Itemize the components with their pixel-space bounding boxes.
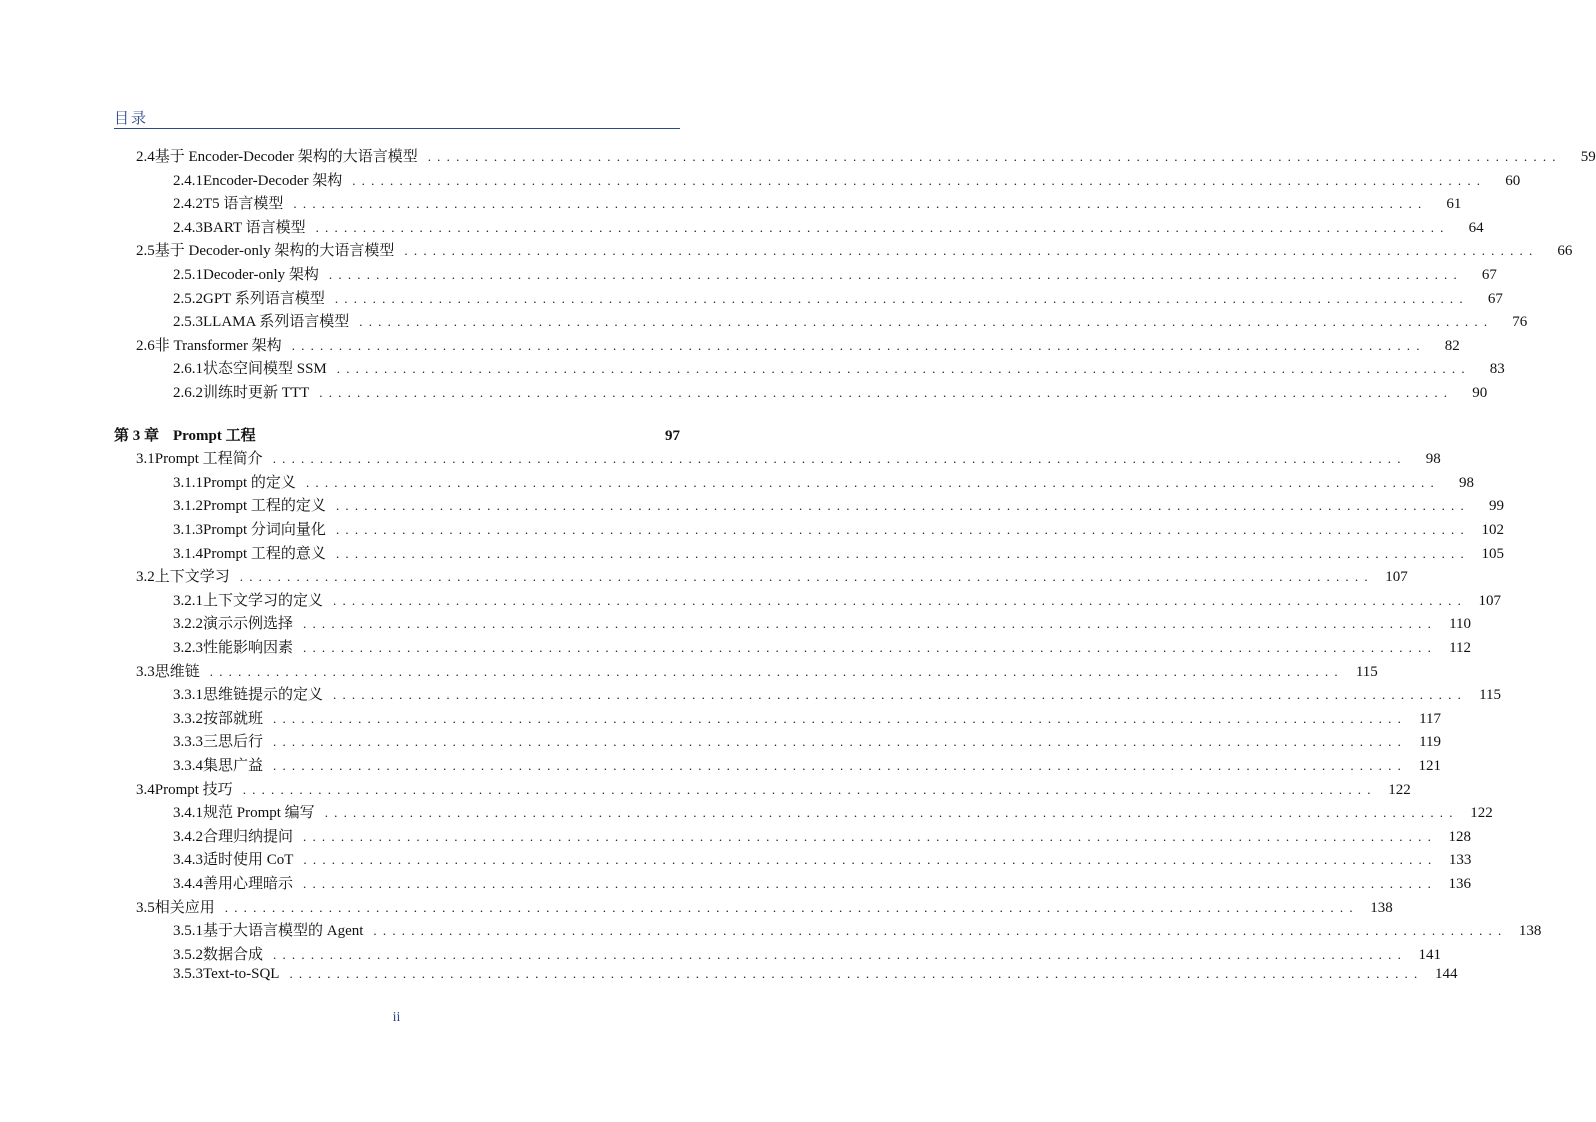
toc-entry-title: 基于 Encoder-Decoder 架构的大语言模型 — [154, 149, 418, 165]
toc-entry-number: 2.4.3 — [173, 219, 203, 236]
toc-entry-page: 98 — [1425, 451, 1441, 468]
toc-entry[interactable] — [173, 381, 1488, 403]
toc-entry-page: 133 — [1448, 852, 1472, 869]
toc-entry-page: 66 — [1557, 243, 1573, 260]
toc-entry-number: 2.6.1 — [173, 361, 203, 378]
toc-entry-title: 基于大语言模型的 Agent — [203, 923, 364, 940]
toc-entry-page: 122 — [1388, 781, 1411, 798]
toc-entry-number: 3.4 — [136, 781, 155, 798]
toc-entry-number: 3.2 — [136, 569, 155, 586]
toc-entry[interactable] — [173, 263, 1497, 285]
toc-entry-title: Text-to-SQL — [203, 966, 280, 983]
toc-entry[interactable] — [173, 357, 1505, 379]
toc-entry-page: 99 — [1488, 498, 1504, 515]
toc-entry[interactable] — [173, 636, 1472, 658]
toc-entry-title: 思维链 — [154, 663, 200, 680]
dot-leader: ........................................................................................................................ — [289, 966, 1424, 982]
toc-entry-number: 2.5.1 — [173, 267, 203, 283]
toc-entry-title: Prompt 工程的定义 — [203, 498, 326, 515]
toc-entry[interactable] — [173, 919, 1542, 941]
toc-entry-number: 3.1.2 — [173, 498, 203, 515]
toc-entry-title: BART 语言模型 — [203, 219, 306, 236]
toc-entry[interactable] — [173, 494, 1504, 516]
toc-entry-page: 59 — [1580, 149, 1596, 165]
toc-entry-title: 善用心理暗示 — [203, 876, 294, 892]
toc-entry-title: 合理归纳提问 — [203, 828, 294, 845]
toc-entry-page: 112 — [1449, 640, 1472, 656]
toc-entry-title: Encoder-Decoder 架构 — [203, 172, 343, 189]
dot-leader: ........................................................................................................................ — [404, 243, 1539, 259]
toc-entry-page: 138 — [1370, 899, 1393, 916]
toc-entry-title: 数据合成 — [203, 946, 264, 963]
toc-entry-title: LLAMA 系列语言模型 — [203, 314, 350, 331]
dot-leader: ........................................................................................................................ — [427, 149, 1562, 164]
dot-leader: ........................................................................................................................ — [336, 361, 1471, 377]
dot-leader: ........................................................................................................................ — [333, 592, 1468, 608]
dot-leader: ........................................................................................................................ — [373, 923, 1508, 939]
toc-entry[interactable] — [173, 612, 1472, 634]
toc-entry-page: 115 — [1355, 663, 1378, 680]
toc-entry-number: 3.5 — [136, 899, 155, 916]
toc-entry[interactable] — [173, 169, 1521, 191]
toc-entry-number: 3.3.2 — [173, 710, 203, 727]
toc-entry[interactable] — [173, 216, 1484, 238]
toc-entry[interactable] — [173, 683, 1502, 705]
toc-entry[interactable] — [136, 447, 1441, 469]
dot-leader: ........................................................................................................................ — [335, 498, 1470, 514]
toc-entry-number: 2.4.1 — [173, 172, 203, 189]
toc-entry-page: 83 — [1489, 361, 1505, 378]
toc-entry[interactable] — [136, 145, 1596, 167]
dot-leader: ........................................................................................................................ — [335, 545, 1470, 561]
toc-entry-number: 2.5 — [136, 243, 155, 260]
toc-entry-title: GPT 系列语言模型 — [203, 290, 325, 307]
toc-entry[interactable] — [173, 754, 1442, 776]
toc-entry-number: 2.6 — [136, 337, 155, 354]
toc-entry-number: 2.4.2 — [173, 196, 203, 213]
dot-leader: ........................................................................................................................ — [272, 451, 1407, 467]
dot-leader: ........................................................................................................................ — [303, 876, 1438, 891]
toc-entry[interactable] — [173, 310, 1528, 332]
toc-entry-page: 105 — [1481, 545, 1504, 562]
dot-leader: ........................................................................................................................ — [303, 852, 1438, 868]
toc-entry-number: 3.2.1 — [173, 592, 203, 609]
dot-leader: ........................................................................................................................ — [333, 687, 1468, 703]
toc-entry-number: 3.1.1 — [173, 474, 203, 491]
toc-entry-number: 3.4.3 — [173, 852, 203, 869]
dot-leader: ........................................................................................................................ — [273, 946, 1408, 962]
toc-entry-title: 演示示例选择 — [203, 616, 294, 633]
toc-entry[interactable] — [173, 848, 1472, 870]
toc-entry[interactable] — [173, 589, 1502, 611]
toc-entry-title: 状态空间模型 SSM — [203, 361, 327, 378]
toc-entry-number: 3.3 — [136, 663, 155, 680]
toc-entry-number: 2.4 — [136, 149, 155, 165]
toc-entry[interactable] — [173, 542, 1504, 564]
toc-entry-title: 按部就班 — [203, 710, 264, 727]
toc-entry-number: 3.3.4 — [173, 758, 203, 774]
toc-entry-number: 3.1.4 — [173, 545, 203, 562]
toc-entry[interactable] — [136, 239, 1573, 261]
toc-entry-page: 98 — [1458, 474, 1474, 491]
toc-entry-title: Prompt 技巧 — [154, 781, 233, 798]
dot-leader: ........................................................................................................................ — [334, 290, 1469, 306]
dot-leader: ........................................................................................................................ — [209, 663, 1344, 679]
toc-entry-page: 102 — [1481, 522, 1504, 538]
toc-entry-page: 97 — [665, 427, 680, 444]
toc-entry-title: Prompt 工程 — [173, 427, 256, 444]
toc-entry-page: 90 — [1472, 385, 1488, 401]
toc-entry[interactable] — [136, 334, 1460, 356]
toc-entry-page: 67 — [1481, 267, 1497, 283]
dot-leader: ........................................................................................................................ — [315, 219, 1450, 235]
toc-entry-page: 67 — [1487, 290, 1503, 307]
dot-leader: ........................................................................................................................ — [335, 522, 1470, 537]
toc-entry-number: 2.6.2 — [173, 385, 203, 401]
toc-entry-page: 144 — [1434, 966, 1458, 983]
toc-entry[interactable] — [173, 192, 1462, 214]
toc-entry-number: 3.5.2 — [173, 946, 203, 963]
toc-entry[interactable] — [114, 424, 680, 446]
toc-entry-page: 122 — [1470, 805, 1493, 822]
toc-entry-title: T5 语言模型 — [203, 196, 284, 213]
toc-entry-page: 60 — [1505, 172, 1521, 189]
toc-entry-page: 107 — [1478, 592, 1502, 609]
dot-leader: ........................................................................................................................ — [305, 474, 1440, 490]
toc-entry-page: 141 — [1418, 946, 1442, 963]
toc-entry-title: 规范 Prompt 编写 — [203, 805, 315, 822]
dot-leader: ........................................................................................................................ — [273, 710, 1408, 726]
toc-entry-number: 3.1 — [136, 451, 155, 468]
toc-entry-number: 3.4.4 — [173, 876, 203, 892]
toc-entry[interactable] — [173, 471, 1474, 493]
toc-entry-number: 3.3.3 — [173, 734, 203, 751]
toc-entry-number: 3.2.2 — [173, 616, 203, 633]
toc-entry-number: 3.5.3 — [173, 966, 203, 983]
toc-entry-page: 115 — [1479, 687, 1502, 704]
toc-entry-number: 3.4.1 — [173, 805, 203, 822]
toc-entry-page: 82 — [1444, 337, 1460, 354]
dot-leader: ........................................................................................................................ — [319, 385, 1454, 400]
toc-entry-title: 集思广益 — [203, 758, 264, 774]
toc-entry-page: 136 — [1448, 876, 1472, 892]
toc-entry-title: 非 Transformer 架构 — [154, 337, 282, 354]
toc-entry[interactable] — [136, 660, 1378, 682]
toc-entry[interactable] — [173, 707, 1442, 729]
running-header — [114, 106, 680, 129]
toc-entry-page: 76 — [1512, 314, 1528, 331]
toc-entry-title: 性能影响因素 — [203, 640, 294, 656]
toc-entry-number: 2.5.2 — [173, 290, 203, 307]
toc-entry-title: Decoder-only 架构 — [203, 267, 319, 283]
toc-entry-title: 思维链提示的定义 — [203, 687, 324, 704]
dot-leader: ........................................................................................................................ — [303, 640, 1438, 655]
dot-leader: ........................................................................................................................ — [359, 314, 1494, 330]
toc-entry-number: 3.1.3 — [173, 522, 203, 538]
toc-entry-title: 三思后行 — [203, 734, 264, 751]
toc-entry-page: 117 — [1419, 710, 1442, 727]
toc-entry[interactable] — [173, 966, 1458, 988]
toc-entry[interactable] — [136, 896, 1393, 918]
toc-entry-page: 128 — [1448, 828, 1472, 845]
toc-entry-title: 适时使用 CoT — [203, 852, 294, 869]
dot-leader: ........................................................................................................................ — [293, 196, 1428, 212]
dot-leader: ........................................................................................................................ — [352, 172, 1487, 188]
page-number: ii — [392, 1010, 401, 1025]
dot-leader: ........................................................................................................................ — [303, 828, 1438, 844]
toc-entry-title: Prompt 工程简介 — [154, 451, 263, 468]
toc-entry[interactable] — [173, 730, 1442, 752]
toc-entry-number: 3.5.1 — [173, 923, 203, 940]
toc-entry-number: 3.3.1 — [173, 687, 203, 704]
toc-entry-page: 138 — [1518, 923, 1542, 940]
header-title: 目录 — [114, 109, 149, 127]
toc-entry-page: 64 — [1468, 219, 1484, 236]
toc-entry-title: 上下文学习的定义 — [203, 592, 324, 609]
toc-entry-page: 61 — [1446, 196, 1462, 213]
toc-entry-title: Prompt 工程的意义 — [203, 545, 326, 562]
toc-entry[interactable] — [173, 801, 1493, 823]
toc-entry-title: Prompt 分词向量化 — [203, 522, 326, 538]
dot-leader: ........................................................................................................................ — [224, 899, 1359, 915]
dot-leader: ........................................................................................................................ — [291, 337, 1426, 353]
toc-entry-number: 2.5.3 — [173, 314, 203, 331]
toc-entry-number: 3.4.2 — [173, 828, 203, 845]
toc-entry[interactable] — [173, 287, 1503, 309]
toc-entry-page: 119 — [1419, 734, 1442, 751]
dot-leader: ........................................................................................................................ — [328, 267, 1463, 282]
toc-entry-title: 训练时更新 TTT — [203, 385, 310, 401]
dot-leader: ........................................................................................................................ — [303, 616, 1438, 632]
toc-entry[interactable] — [136, 778, 1411, 800]
dot-leader: ........................................................................................................................ — [273, 734, 1408, 750]
dot-leader: ........................................................................................................................ — [273, 758, 1408, 773]
toc-entry-title: Prompt 的定义 — [203, 474, 296, 491]
dot-leader: ........................................................................................................................ — [239, 569, 1374, 585]
toc-entry[interactable] — [173, 518, 1504, 540]
toc-entry-page: 110 — [1449, 616, 1472, 633]
toc-entry-title: 上下文学习 — [154, 569, 230, 586]
toc-entry-page: 121 — [1418, 758, 1442, 774]
dot-leader: ........................................................................................................................ — [324, 805, 1459, 821]
toc-entry[interactable] — [173, 943, 1442, 965]
toc-entry-title: 基于 Decoder-only 架构的大语言模型 — [154, 243, 395, 260]
toc-entry[interactable] — [173, 872, 1472, 894]
toc-entry-number: 3.2.3 — [173, 640, 203, 656]
toc-entry-title: 相关应用 — [154, 899, 215, 916]
toc-entry-page: 107 — [1385, 569, 1408, 586]
dot-leader: ........................................................................................................................ — [242, 781, 1377, 797]
toc-entry[interactable] — [173, 825, 1472, 847]
toc-entry[interactable] — [136, 565, 1408, 587]
toc-entry-number: 第 3 章 — [114, 427, 160, 444]
